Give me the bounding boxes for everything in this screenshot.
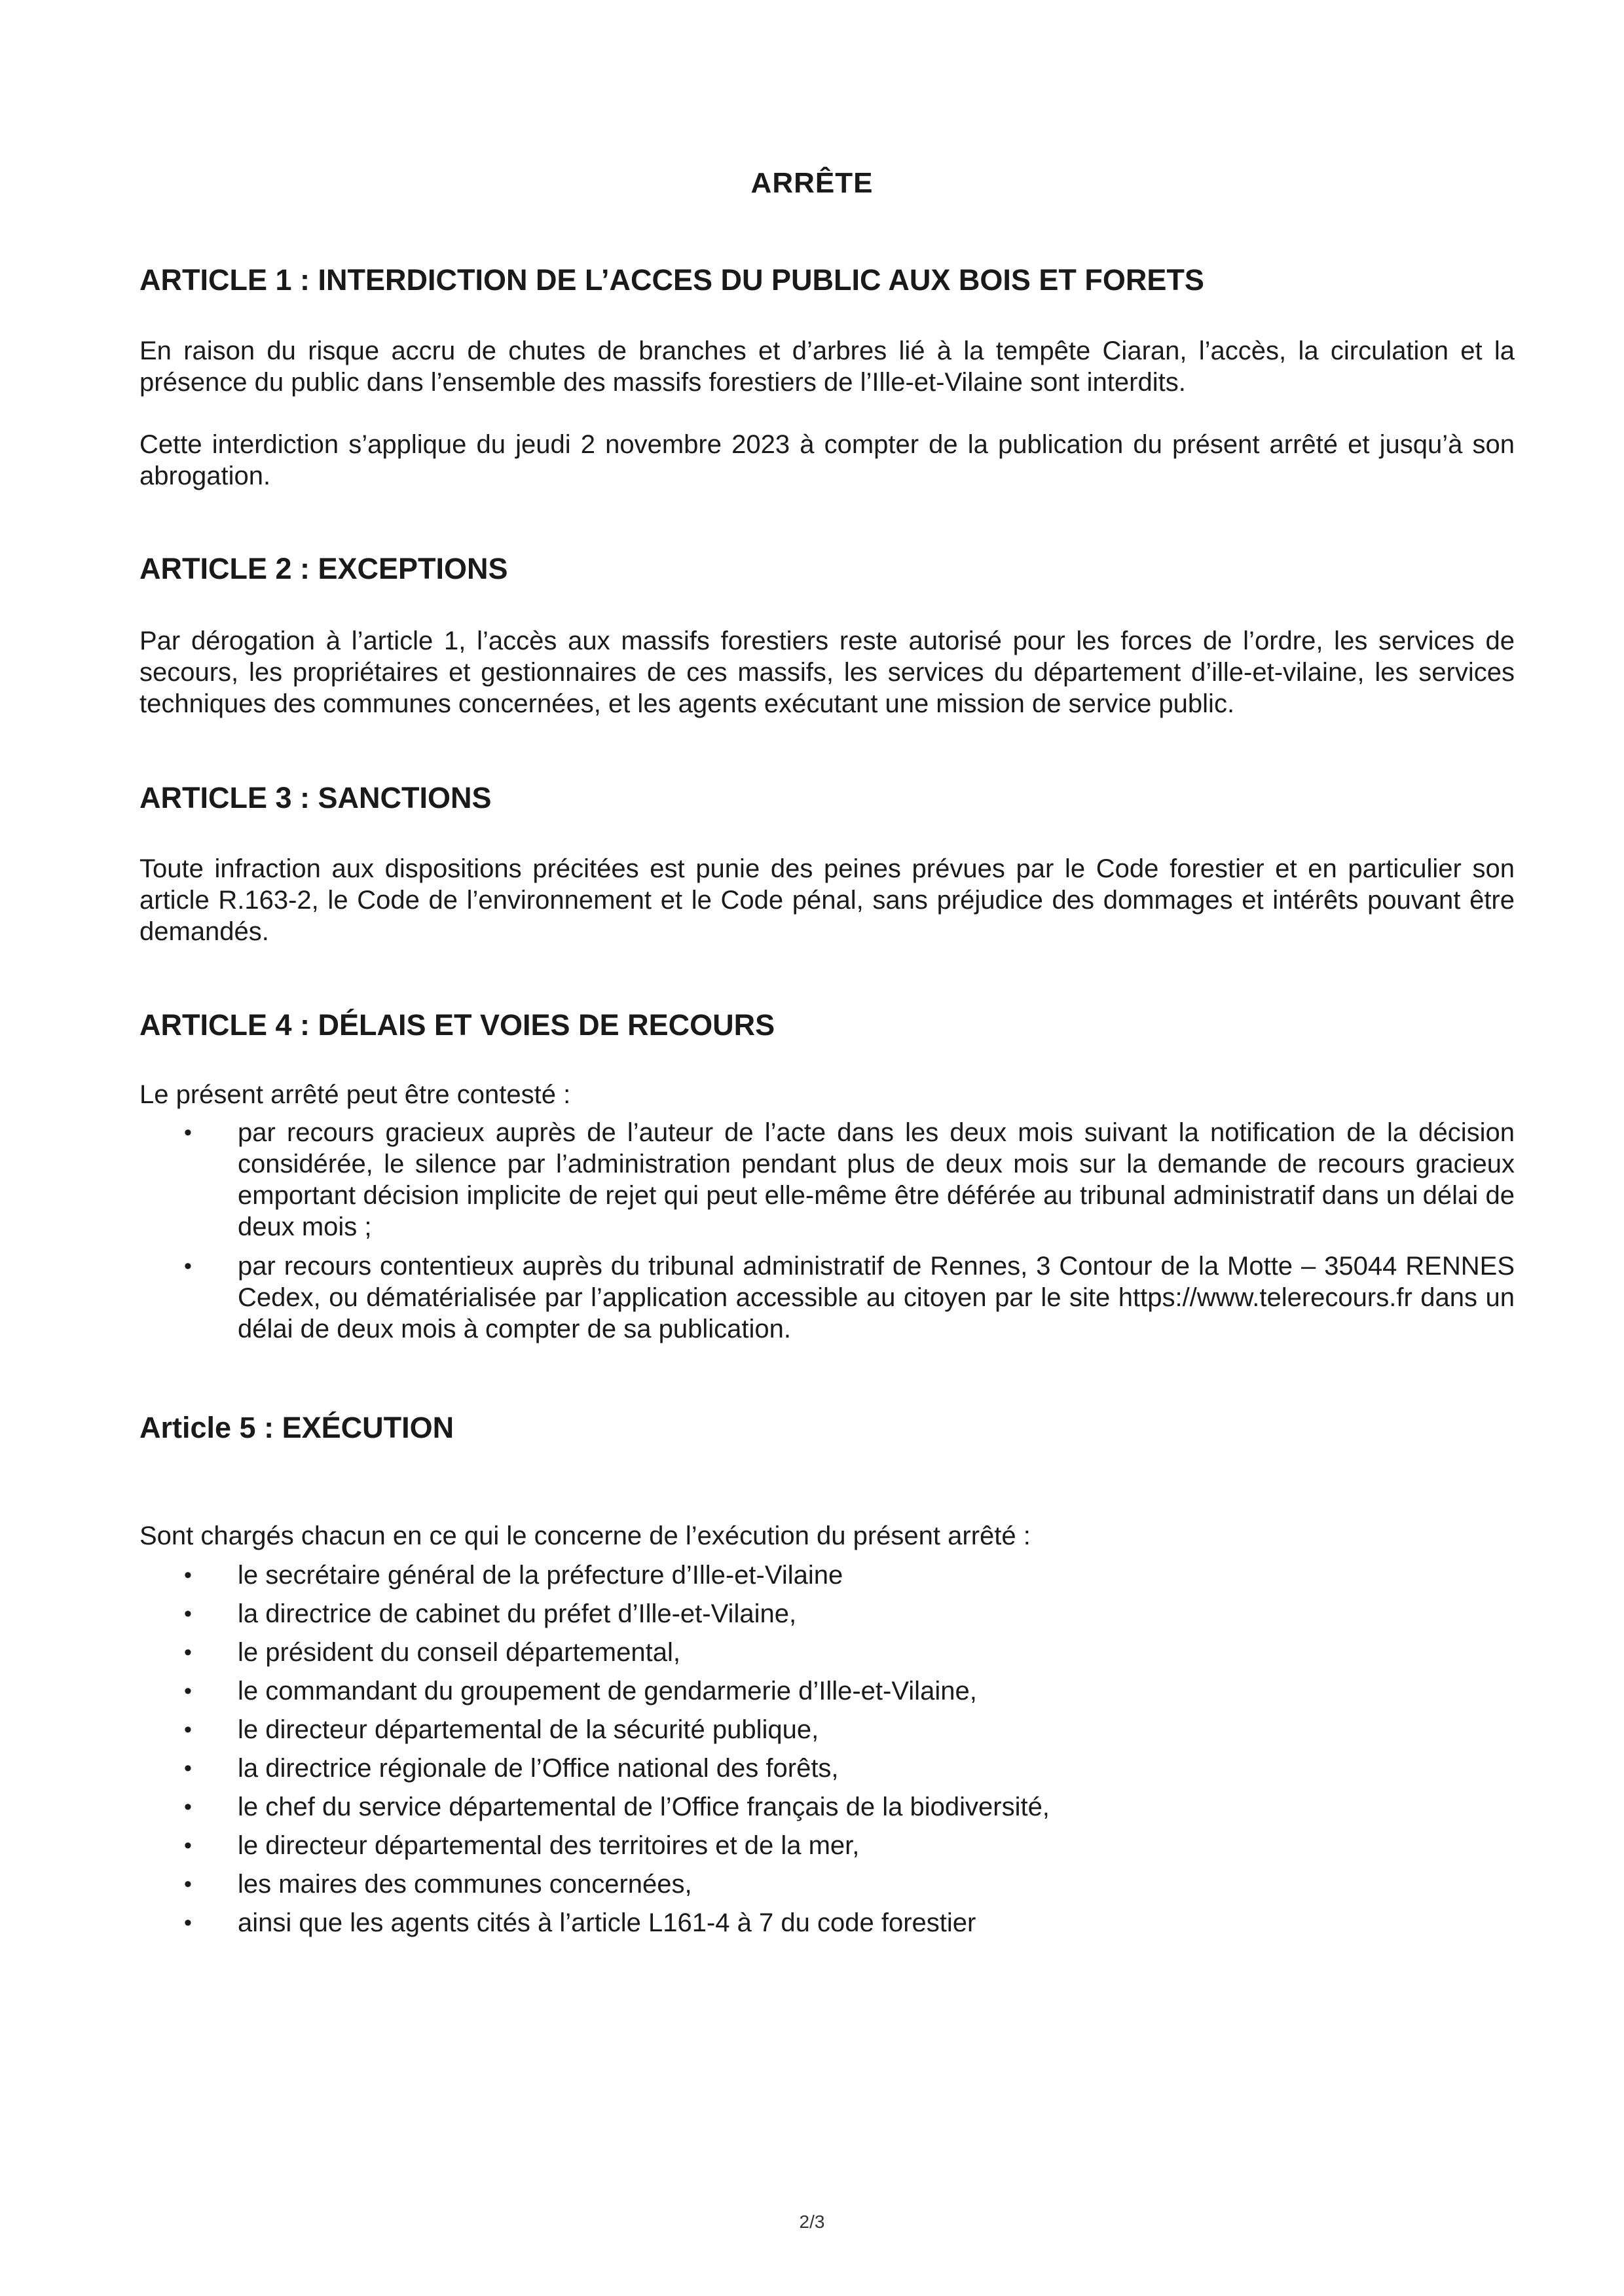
list-item xyxy=(139,1675,1515,1707)
article-4-intro: Le présent arrêté peut être contesté : xyxy=(139,1080,571,1109)
article-4-recourse-list xyxy=(139,1117,1515,1353)
list-item xyxy=(139,1714,1515,1745)
article-5-execution-list xyxy=(139,1559,1515,1946)
list-item xyxy=(139,1753,1515,1784)
recourse-contentieux-text-end: dans un délai de deux mois à compter de sa publication. xyxy=(238,1283,1515,1343)
execution-recipient: le directeur départemental des territoires et de la mer, xyxy=(238,1831,860,1860)
bullet-icon: • xyxy=(184,1910,192,1935)
list-item xyxy=(139,1868,1515,1900)
bullet-icon: • xyxy=(184,1795,192,1819)
article-4-heading: ARTICLE 4 : DÉLAIS ET VOIES DE RECOURS xyxy=(139,1008,775,1042)
bullet-icon: • xyxy=(184,1872,192,1897)
execution-recipient: le secrétaire général de la préfecture d’Ille-et-Vilaine xyxy=(238,1561,843,1590)
list-item xyxy=(139,1250,1515,1345)
list-item xyxy=(139,1830,1515,1861)
execution-recipient: le directeur départemental de la sécurité publique, xyxy=(238,1715,819,1744)
bullet-icon: • xyxy=(184,1679,192,1704)
list-item xyxy=(139,1559,1515,1591)
article-2-heading: ARTICLE 2 : EXCEPTIONS xyxy=(139,552,508,585)
execution-recipient: la directrice régionale de l’Office national des forêts, xyxy=(238,1754,839,1783)
recourse-gracieux-text: par recours gracieux auprès de l’auteur de l’acte dans les deux mois suivant la notification de la décision considérée, le silence par l’administration pendant plus de deux mois sur la demande de recours gracieux emportant décision implicite de rejet qui peut elle-même être déférée au tribunal administratif dans un délai de deux mois ; xyxy=(238,1118,1515,1241)
document-title: ARRÊTE xyxy=(750,167,874,199)
bullet-icon: • xyxy=(184,1833,192,1858)
telerecours-link[interactable]: https://www.telerecours.fr xyxy=(1118,1283,1412,1312)
execution-recipient: les maires des communes concernées, xyxy=(238,1870,692,1899)
execution-recipient: ainsi que les agents cités à l’article L161-4 à 7 du code forestier xyxy=(238,1908,976,1937)
article-3-paragraph-1: Toute infraction aux dispositions précitées est punie des peines prévues par le Code forestier et en particulier son article R.163-2, le Code de l’environnement et le Code pénal, sans préjudice des dommages et intérêts pouvant être demandés. xyxy=(139,854,1515,946)
article-1-paragraph-1: En raison du risque accru de chutes de branches et d’arbres lié à la tempête Ciaran, l’accès, la circulation et la présence du public dans l’ensemble des massifs forestiers de l’Ille-et-Vilaine sont interdits. xyxy=(139,337,1515,397)
article-5-heading: Article 5 : EXÉCUTION xyxy=(139,1411,454,1444)
bullet-icon: • xyxy=(184,1601,192,1626)
article-3-heading: ARTICLE 3 : SANCTIONS xyxy=(139,781,492,814)
execution-recipient: le président du conseil départemental, xyxy=(238,1638,680,1667)
article-5-intro: Sont chargés chacun en ce qui le concerne de l’exécution du présent arrêté : xyxy=(139,1522,1031,1550)
list-item xyxy=(139,1791,1515,1823)
article-1-heading: ARTICLE 1 : INTERDICTION DE L’ACCES DU PUBLIC AUX BOIS ET FORETS xyxy=(139,263,1204,297)
list-item xyxy=(139,1637,1515,1668)
list-item xyxy=(139,1598,1515,1630)
bullet-icon: • xyxy=(184,1254,192,1279)
page-number: 2/3 xyxy=(799,2212,825,2232)
recourse-contentieux-text-start: par recours contentieux auprès du tribunal administratif de Rennes, 3 Contour de la Motte – 35044 RENNES Cedex, ou dématérialisée par l’application accessible au citoyen par le site xyxy=(238,1252,1515,1312)
bullet-icon: • xyxy=(184,1756,192,1781)
execution-recipient: la directrice de cabinet du préfet d’Ille-et-Vilaine, xyxy=(238,1599,797,1628)
list-item xyxy=(139,1907,1515,1939)
bullet-icon: • xyxy=(184,1563,192,1588)
article-2-paragraph-1: Par dérogation à l’article 1, l’accès aux massifs forestiers reste autorisé pour les forces de l’ordre, les services de secours, les propriétaires et gestionnaires de ces massifs, les services du département d’ille-et-vilaine, les services techniques des communes concernées, et les agents exécutant une mission de service public. xyxy=(139,627,1515,718)
execution-recipient: le commandant du groupement de gendarmerie d’Ille-et-Vilaine, xyxy=(238,1677,977,1705)
bullet-icon: • xyxy=(184,1120,192,1145)
article-1-paragraph-2: Cette interdiction s’applique du jeudi 2 novembre 2023 à compter de la publication du présent arrêté et jusqu’à son abrogation. xyxy=(139,430,1515,490)
execution-recipient: le chef du service départemental de l’Office français de la biodiversité, xyxy=(238,1793,1050,1821)
list-item xyxy=(139,1117,1515,1243)
bullet-icon: • xyxy=(184,1717,192,1742)
bullet-icon: • xyxy=(184,1640,192,1665)
